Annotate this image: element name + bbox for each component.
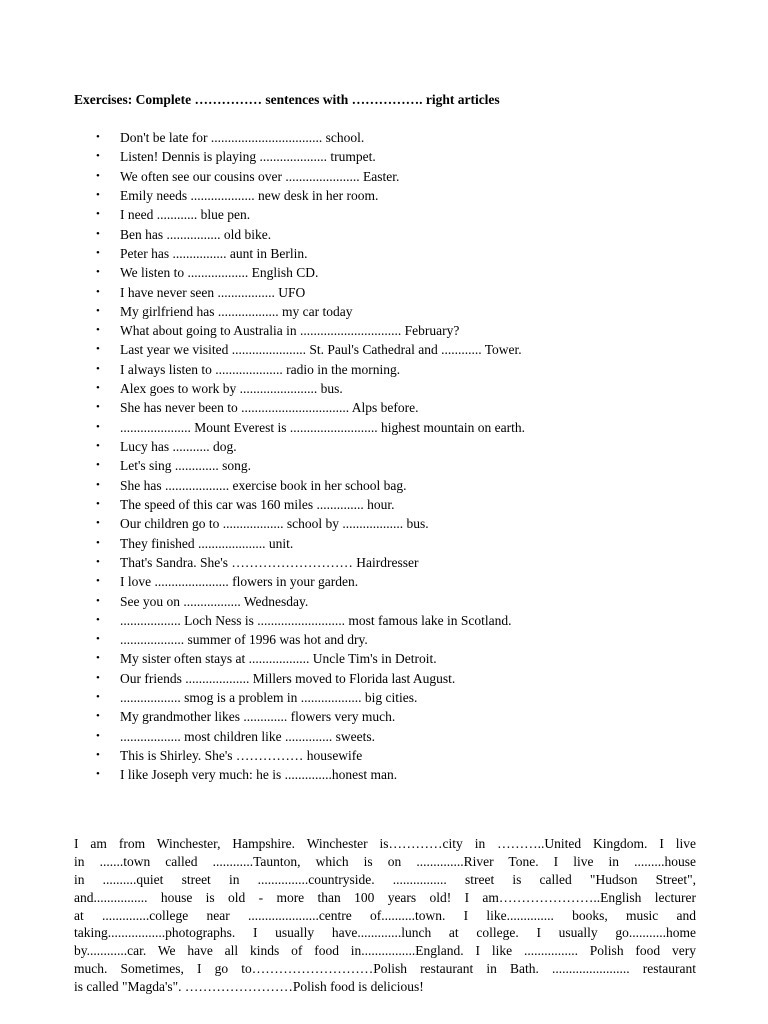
exercise-item [92,398,732,417]
exercise-item [92,649,732,668]
exercise-text: I always listen to .................... radio in the morning. [120,361,401,377]
exercise-item [92,765,732,784]
paragraph-line: in ..........quiet street in ...............countryside. ................ street is called "Hudson Street", [74,871,696,887]
paragraph-line: taking.................photographs. I usually have.............lunch at college. I usually go...........home [74,925,696,941]
bullet-icon: • [96,497,100,510]
exercise-item [92,495,732,514]
exercise-item [92,128,732,147]
exercise-item [92,727,732,746]
exercise-title: Exercises: Complete …………… sentences with ……………. right articles [74,92,500,107]
exercise-item [92,244,732,263]
paragraph-line: by............car. We have all kinds of food in................England. I like ................ Polish food very [74,943,696,959]
bullet-icon: • [96,208,100,221]
exercise-item [92,321,732,340]
bullet-icon: • [96,343,100,356]
exercise-item [92,167,732,186]
exercise-text: Emily needs ................... new desk in her room. [120,187,379,203]
bullet-icon: • [96,749,100,761]
bullet-icon: • [96,536,100,549]
exercise-text: This is Shirley. She's …………… housewife [120,748,363,763]
bullet-icon: • [96,594,100,607]
exercise-text: Last year we visited ...................... St. Paul's Cathedral and ............ Tower. [120,342,522,358]
exercise-item [92,630,732,649]
exercise-text: She has ................... exercise book in her school bag. [120,477,407,493]
exercise-text: The speed of this car was 160 miles .............. hour. [120,496,395,512]
exercise-text: Our friends ................... Millers moved to Florida last August. [120,670,456,686]
exercise-text: Alex goes to work by ....................... bus. [120,381,343,397]
bullet-icon: • [96,440,100,452]
exercise-text: .................. smog is a problem in .................. big cities. [120,690,418,706]
bullet-icon: • [96,285,100,298]
exercise-item [92,360,732,379]
bullet-icon: • [96,478,100,491]
exercise-text: Listen! Dennis is playing .................... trumpet. [120,149,376,165]
exercise-text: Ben has ................ old bike. [120,226,272,242]
bullet-icon: • [96,150,100,163]
bullet-icon: • [96,729,100,742]
exercise-text: Our children go to .................. school by .................. bus. [120,516,429,532]
exercise-item [92,302,732,321]
exercise-item [92,379,732,398]
exercise-text: ..................... Mount Everest is .......................... highest mountain on earth. [120,419,525,435]
exercise-item [92,283,732,302]
exercise-text: Let's sing ............. song. [120,458,252,474]
exercise-text: We listen to .................. English CD. [120,265,319,281]
bullet-icon: • [96,131,100,143]
exercise-item [92,746,732,765]
paragraph-line: I am from Winchester, Hampshire. Winchester is…………city in ………..United Kingdom. I live [74,836,696,851]
exercise-item [92,186,732,205]
exercise-text: See you on ................. Wednesday. [120,593,309,609]
bullet-icon: • [96,517,100,530]
bullet-icon: • [96,246,100,259]
exercise-text: I have never seen ................. UFO [120,284,306,300]
bullet-icon: • [96,227,100,240]
exercise-item [92,147,732,166]
bullet-icon: • [96,382,100,395]
exercise-item [92,476,732,495]
paragraph-line: and................ house is old - more than 100 years old! I am…………………..English lecturer [74,889,696,905]
bullet-icon: • [96,304,100,317]
bullet-icon: • [96,266,100,279]
bullet-icon: • [96,691,100,704]
paragraph-line: at ..............college near .....................centre of..........town. I like.............. books, music and [74,907,696,923]
bullet-icon: • [96,710,100,723]
exercise-item [92,437,732,456]
exercise-text: My girlfriend has .................. my car today [120,303,353,319]
bullet-icon: • [96,324,100,337]
exercise-item [92,553,732,572]
exercise-item [92,688,732,707]
exercise-text: I like Joseph very much: he is ..............honest man. [120,767,398,783]
bullet-icon: • [96,633,100,646]
bullet-icon: • [96,613,100,626]
bullet-icon: • [96,459,100,472]
exercise-item [92,456,732,475]
exercise-item [92,592,732,611]
exercise-text: Peter has ................ aunt in Berlin. [120,245,308,261]
bullet-icon: • [96,169,100,182]
bullet-icon: • [96,362,100,375]
bullet-icon: • [96,575,100,588]
bullet-icon: • [96,188,100,201]
exercise-item [92,225,732,244]
bullet-icon: • [96,420,100,433]
exercise-item [92,669,732,688]
exercise-text: I need ............ blue pen. [120,207,251,223]
exercise-item [92,514,732,533]
exercise-list [92,128,732,785]
exercise-item [92,611,732,630]
bullet-icon: • [96,555,100,568]
exercise-text: That's Sandra. She's ……………………… Hairdresser [120,554,419,570]
paragraph-line: in .......town called ............Taunton, which is on ..............River Tone. I live in .........house [74,853,696,869]
exercise-item [92,418,732,437]
exercise-text: I love ...................... flowers in your garden. [120,574,359,590]
paragraph-line: is called "Magda's". ……………………Polish food is delicious! [74,979,424,995]
exercise-text: She has never been to ................................ Alps before. [120,400,419,416]
exercise-text: They finished .................... unit. [120,535,294,551]
exercise-item [92,534,732,553]
bullet-icon: • [96,671,100,684]
bullet-icon: • [96,401,100,414]
exercise-text: ................... summer of 1996 was hot and dry. [120,632,368,648]
paragraph-line: much. Sometimes, I go to………………………Polish restaurant in Bath. ....................... restaurant [74,961,696,977]
exercise-text: We often see our cousins over ...................... Easter. [120,168,400,184]
exercise-item [92,572,732,591]
exercise-text: Don't be late for ................................. school. [120,130,365,145]
bullet-icon: • [96,652,100,665]
bullet-icon: • [96,768,100,781]
exercise-text: My sister often stays at .................. Uncle Tim's in Detroit. [120,651,437,667]
exercise-text: .................. Loch Ness is .......................... most famous lake in Scotland. [120,612,512,628]
exercise-item [92,205,732,224]
exercise-text: Lucy has ........... dog. [120,439,237,454]
exercise-text: My grandmother likes ............. flowers very much. [120,709,396,725]
exercise-item [92,263,732,282]
fill-in-paragraph [74,835,696,996]
exercise-text: .................. most children like .............. sweets. [120,728,375,744]
exercise-item [92,340,732,359]
exercise-item [92,707,732,726]
exercise-text: What about going to Australia in .............................. February? [120,323,460,339]
